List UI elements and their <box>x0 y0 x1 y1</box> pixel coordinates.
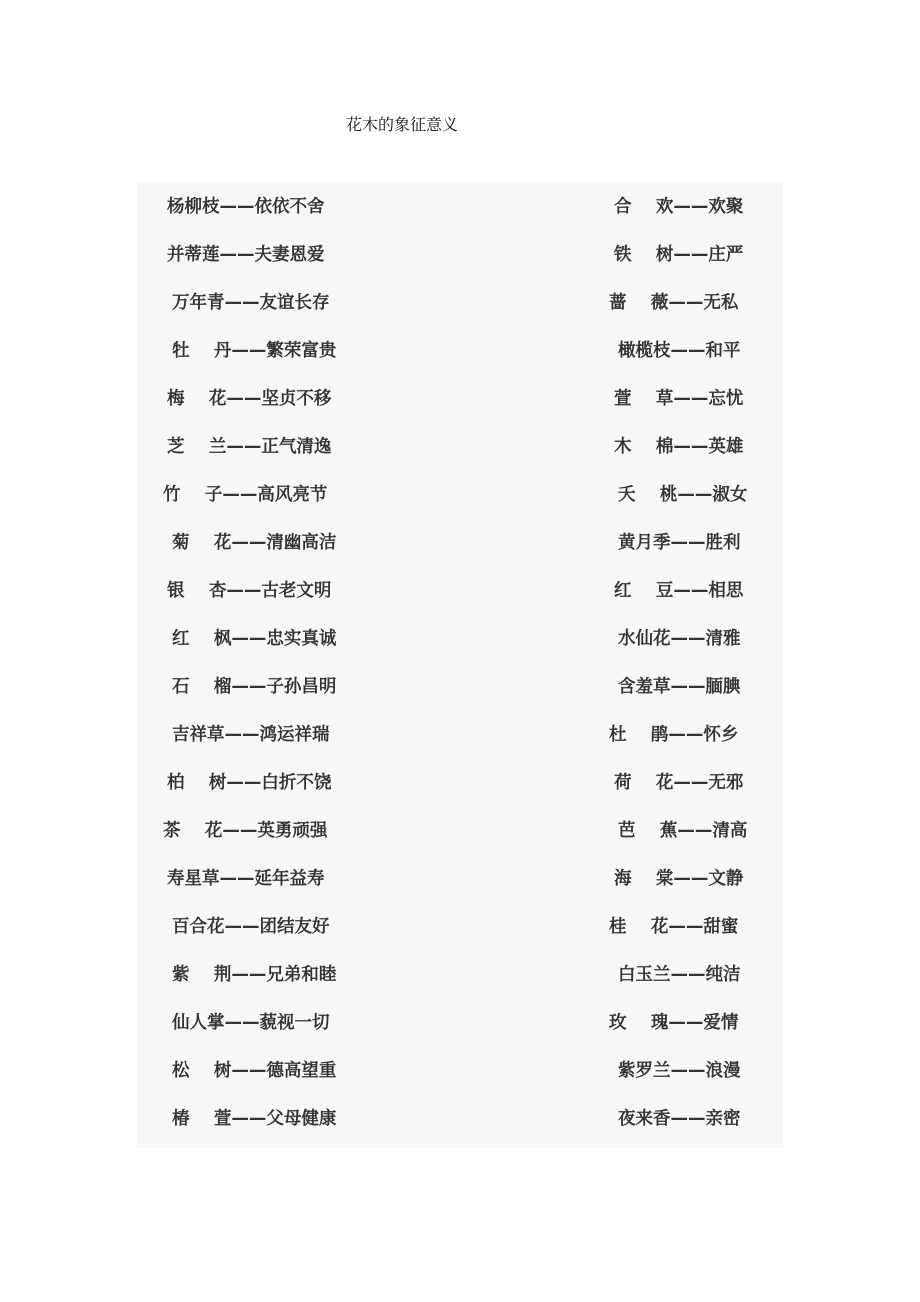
right-entry: 萱 草——忘忧 <box>614 389 744 409</box>
right-entry: 水仙花——清雅 <box>618 629 741 649</box>
table-row <box>137 231 783 279</box>
table-row <box>137 567 783 615</box>
page-title: 花木的象征意义 <box>345 115 458 134</box>
right-entry: 含羞草——腼腆 <box>618 677 741 697</box>
right-entry: 海 棠——文静 <box>614 869 744 889</box>
table-row <box>137 471 783 519</box>
table-row <box>137 711 783 759</box>
table-row <box>137 519 783 567</box>
right-entry: 铁 树——庄严 <box>614 245 744 265</box>
table-row <box>137 855 783 903</box>
table-row <box>137 1095 783 1143</box>
table-row <box>137 759 783 807</box>
left-entry: 银 杏——古老文明 <box>167 581 332 601</box>
right-entry: 玫 瑰——爱情 <box>609 1013 739 1033</box>
table-row <box>137 327 783 375</box>
left-entry: 吉祥草——鸿运祥瑞 <box>172 725 330 745</box>
right-entry: 蔷 薇——无私 <box>609 293 739 313</box>
symbolism-table <box>137 183 783 1148</box>
table-row <box>137 375 783 423</box>
table-row <box>137 1047 783 1095</box>
table-row <box>137 663 783 711</box>
right-entry: 杜 鹃——怀乡 <box>609 725 739 745</box>
right-entry: 白玉兰——纯洁 <box>618 965 741 985</box>
table-row <box>137 951 783 999</box>
left-entry: 芝 兰——正气清逸 <box>167 437 332 457</box>
table-row <box>137 807 783 855</box>
right-entry: 夭 桃——淑女 <box>618 485 748 505</box>
left-entry: 牡 丹——繁荣富贵 <box>172 341 337 361</box>
table-row <box>137 279 783 327</box>
right-entry: 紫罗兰——浪漫 <box>618 1061 741 1081</box>
table-row <box>137 615 783 663</box>
right-entry: 桂 花——甜蜜 <box>609 917 739 937</box>
right-entry: 黄月季——胜利 <box>618 533 741 553</box>
right-entry: 荷 花——无邪 <box>614 773 744 793</box>
right-entry: 芭 蕉——清高 <box>618 821 748 841</box>
left-entry: 紫 荆——兄弟和睦 <box>172 965 337 985</box>
left-entry: 竹 子——高风亮节 <box>163 485 328 505</box>
left-entry: 杨柳枝——依依不舍 <box>167 197 325 217</box>
right-entry: 夜来香——亲密 <box>618 1109 741 1129</box>
left-entry: 石 榴——子孙昌明 <box>172 677 337 697</box>
table-row <box>137 423 783 471</box>
left-entry: 并蒂莲——夫妻恩爱 <box>167 245 325 265</box>
right-entry: 木 棉——英雄 <box>614 437 744 457</box>
table-row <box>137 903 783 951</box>
right-entry: 橄榄枝——和平 <box>618 341 741 361</box>
right-entry: 合 欢——欢聚 <box>614 197 744 217</box>
table-row <box>137 999 783 1047</box>
left-entry: 红 枫——忠实真诚 <box>172 629 337 649</box>
left-entry: 寿星草——延年益寿 <box>167 869 325 889</box>
right-entry: 红 豆——相思 <box>614 581 744 601</box>
left-entry: 柏 树——白折不饶 <box>167 773 332 793</box>
left-entry: 梅 花——坚贞不移 <box>167 389 332 409</box>
left-entry: 松 树——德高望重 <box>172 1061 337 1081</box>
left-entry: 菊 花——清幽高洁 <box>172 533 337 553</box>
left-entry: 椿 萱——父母健康 <box>172 1109 337 1129</box>
left-entry: 百合花——团结友好 <box>172 917 330 937</box>
left-entry: 茶 花——英勇顽强 <box>163 821 328 841</box>
left-entry: 万年青——友谊长存 <box>172 293 330 313</box>
table-row <box>137 183 783 231</box>
left-entry: 仙人掌——藐视一切 <box>172 1013 330 1033</box>
